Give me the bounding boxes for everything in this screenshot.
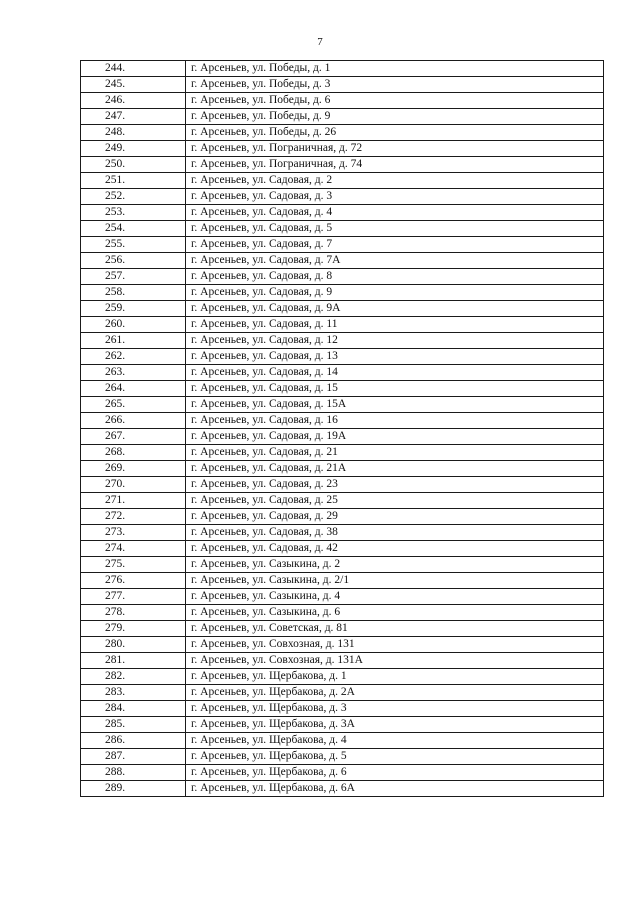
row-number-cell: 286.: [81, 733, 186, 749]
row-number-cell: 251.: [81, 173, 186, 189]
address-cell: г. Арсеньев, ул. Щербакова, д. 1: [186, 669, 604, 685]
row-number-cell: 245.: [81, 77, 186, 93]
row-number-cell: 277.: [81, 589, 186, 605]
row-number-cell: 281.: [81, 653, 186, 669]
table-row: [81, 365, 604, 381]
row-number-cell: 270.: [81, 477, 186, 493]
row-number-cell: 256.: [81, 253, 186, 269]
row-number-cell: 258.: [81, 285, 186, 301]
address-cell: г. Арсеньев, ул. Щербакова, д. 3: [186, 701, 604, 717]
address-cell: г. Арсеньев, ул. Садовая, д. 8: [186, 269, 604, 285]
address-cell: г. Арсеньев, ул. Садовая, д. 15А: [186, 397, 604, 413]
address-cell: г. Арсеньев, ул. Пограничная, д. 72: [186, 141, 604, 157]
row-number-cell: 282.: [81, 669, 186, 685]
table-row: [81, 333, 604, 349]
table-row: [81, 285, 604, 301]
table-row: [81, 477, 604, 493]
row-number-cell: 257.: [81, 269, 186, 285]
address-cell: г. Арсеньев, ул. Совхозная, д. 131: [186, 637, 604, 653]
table-row: [81, 557, 604, 573]
address-cell: г. Арсеньев, ул. Щербакова, д. 6: [186, 765, 604, 781]
table-row: [81, 77, 604, 93]
row-number-cell: 246.: [81, 93, 186, 109]
address-cell: г. Арсеньев, ул. Садовая, д. 3: [186, 189, 604, 205]
table-row: [81, 637, 604, 653]
address-cell: г. Арсеньев, ул. Садовая, д. 12: [186, 333, 604, 349]
row-number-cell: 285.: [81, 717, 186, 733]
address-cell: г. Арсеньев, ул. Садовая, д. 9: [186, 285, 604, 301]
table-row: [81, 573, 604, 589]
table-row: [81, 733, 604, 749]
table-row: [81, 141, 604, 157]
address-cell: г. Арсеньев, ул. Щербакова, д. 3А: [186, 717, 604, 733]
row-number-cell: 279.: [81, 621, 186, 637]
row-number-cell: 250.: [81, 157, 186, 173]
address-cell: г. Арсеньев, ул. Садовая, д. 14: [186, 365, 604, 381]
row-number-cell: 267.: [81, 429, 186, 445]
row-number-cell: 283.: [81, 685, 186, 701]
table-row: [81, 189, 604, 205]
address-cell: г. Арсеньев, ул. Победы, д. 3: [186, 77, 604, 93]
address-cell: г. Арсеньев, ул. Садовая, д. 9А: [186, 301, 604, 317]
row-number-cell: 269.: [81, 461, 186, 477]
row-number-cell: 280.: [81, 637, 186, 653]
row-number-cell: 261.: [81, 333, 186, 349]
row-number-cell: 263.: [81, 365, 186, 381]
table-row: [81, 749, 604, 765]
address-cell: г. Арсеньев, ул. Садовая, д. 5: [186, 221, 604, 237]
address-cell: г. Арсеньев, ул. Садовая, д. 13: [186, 349, 604, 365]
table-row: [81, 701, 604, 717]
row-number-cell: 244.: [81, 61, 186, 77]
row-number-cell: 259.: [81, 301, 186, 317]
table-row: [81, 509, 604, 525]
table-row: [81, 717, 604, 733]
address-cell: г. Арсеньев, ул. Садовая, д. 15: [186, 381, 604, 397]
table-row: [81, 205, 604, 221]
table-row: [81, 237, 604, 253]
row-number-cell: 271.: [81, 493, 186, 509]
address-cell: г. Арсеньев, ул. Советская, д. 81: [186, 621, 604, 637]
table-row: [81, 125, 604, 141]
row-number-cell: 255.: [81, 237, 186, 253]
table-row: [81, 653, 604, 669]
row-number-cell: 278.: [81, 605, 186, 621]
table-row: [81, 269, 604, 285]
row-number-cell: 264.: [81, 381, 186, 397]
row-number-cell: 260.: [81, 317, 186, 333]
table-row: [81, 61, 604, 77]
table-row: [81, 669, 604, 685]
address-cell: г. Арсеньев, ул. Садовая, д. 4: [186, 205, 604, 221]
table-row: [81, 605, 604, 621]
row-number-cell: 262.: [81, 349, 186, 365]
table-row: [81, 109, 604, 125]
address-cell: г. Арсеньев, ул. Щербакова, д. 4: [186, 733, 604, 749]
row-number-cell: 248.: [81, 125, 186, 141]
row-number-cell: 273.: [81, 525, 186, 541]
address-table-body: [81, 61, 604, 797]
address-cell: г. Арсеньев, ул. Садовая, д. 7А: [186, 253, 604, 269]
page-number: 7: [317, 36, 323, 48]
table-row: [81, 429, 604, 445]
row-number-cell: 252.: [81, 189, 186, 205]
row-number-cell: 274.: [81, 541, 186, 557]
address-cell: г. Арсеньев, ул. Садовая, д. 23: [186, 477, 604, 493]
address-cell: г. Арсеньев, ул. Садовая, д. 21: [186, 445, 604, 461]
table-row: [81, 525, 604, 541]
row-number-cell: 268.: [81, 445, 186, 461]
row-number-cell: 287.: [81, 749, 186, 765]
row-number-cell: 288.: [81, 765, 186, 781]
address-cell: г. Арсеньев, ул. Садовая, д. 11: [186, 317, 604, 333]
address-cell: г. Арсеньев, ул. Сазыкина, д. 4: [186, 589, 604, 605]
row-number-cell: 289.: [81, 781, 186, 797]
row-number-cell: 266.: [81, 413, 186, 429]
table-row: [81, 317, 604, 333]
table-row: [81, 589, 604, 605]
table-row: [81, 461, 604, 477]
table-row: [81, 445, 604, 461]
row-number-cell: 254.: [81, 221, 186, 237]
row-number-cell: 249.: [81, 141, 186, 157]
address-cell: г. Арсеньев, ул. Победы, д. 9: [186, 109, 604, 125]
table-row: [81, 349, 604, 365]
address-cell: г. Арсеньев, ул. Сазыкина, д. 6: [186, 605, 604, 621]
table-row: [81, 493, 604, 509]
address-cell: г. Арсеньев, ул. Садовая, д. 16: [186, 413, 604, 429]
table-row: [81, 253, 604, 269]
table-row: [81, 765, 604, 781]
address-cell: г. Арсеньев, ул. Садовая, д. 25: [186, 493, 604, 509]
row-number-cell: 265.: [81, 397, 186, 413]
table-row: [81, 381, 604, 397]
address-cell: г. Арсеньев, ул. Пограничная, д. 74: [186, 157, 604, 173]
address-cell: г. Арсеньев, ул. Сазыкина, д. 2/1: [186, 573, 604, 589]
address-cell: г. Арсеньев, ул. Садовая, д. 19А: [186, 429, 604, 445]
table-row: [81, 397, 604, 413]
table-row: [81, 621, 604, 637]
address-cell: г. Арсеньев, ул. Победы, д. 6: [186, 93, 604, 109]
table-row: [81, 221, 604, 237]
table-row: [81, 301, 604, 317]
table-row: [81, 173, 604, 189]
table-row: [81, 541, 604, 557]
address-cell: г. Арсеньев, ул. Садовая, д. 21А: [186, 461, 604, 477]
table-row: [81, 157, 604, 173]
address-cell: г. Арсеньев, ул. Садовая, д. 7: [186, 237, 604, 253]
row-number-cell: 284.: [81, 701, 186, 717]
address-cell: г. Арсеньев, ул. Победы, д. 26: [186, 125, 604, 141]
address-table: [80, 60, 604, 797]
row-number-cell: 275.: [81, 557, 186, 573]
address-cell: г. Арсеньев, ул. Совхозная, д. 131А: [186, 653, 604, 669]
row-number-cell: 272.: [81, 509, 186, 525]
table-row: [81, 413, 604, 429]
row-number-cell: 253.: [81, 205, 186, 221]
address-cell: г. Арсеньев, ул. Сазыкина, д. 2: [186, 557, 604, 573]
row-number-cell: 276.: [81, 573, 186, 589]
address-cell: г. Арсеньев, ул. Садовая, д. 38: [186, 525, 604, 541]
address-cell: г. Арсеньев, ул. Щербакова, д. 2А: [186, 685, 604, 701]
address-cell: г. Арсеньев, ул. Щербакова, д. 6А: [186, 781, 604, 797]
table-row: [81, 781, 604, 797]
table-row: [81, 93, 604, 109]
table-row: [81, 685, 604, 701]
address-cell: г. Арсеньев, ул. Садовая, д. 2: [186, 173, 604, 189]
address-cell: г. Арсеньев, ул. Щербакова, д. 5: [186, 749, 604, 765]
address-cell: г. Арсеньев, ул. Садовая, д. 29: [186, 509, 604, 525]
row-number-cell: 247.: [81, 109, 186, 125]
address-cell: г. Арсеньев, ул. Садовая, д. 42: [186, 541, 604, 557]
address-cell: г. Арсеньев, ул. Победы, д. 1: [186, 61, 604, 77]
